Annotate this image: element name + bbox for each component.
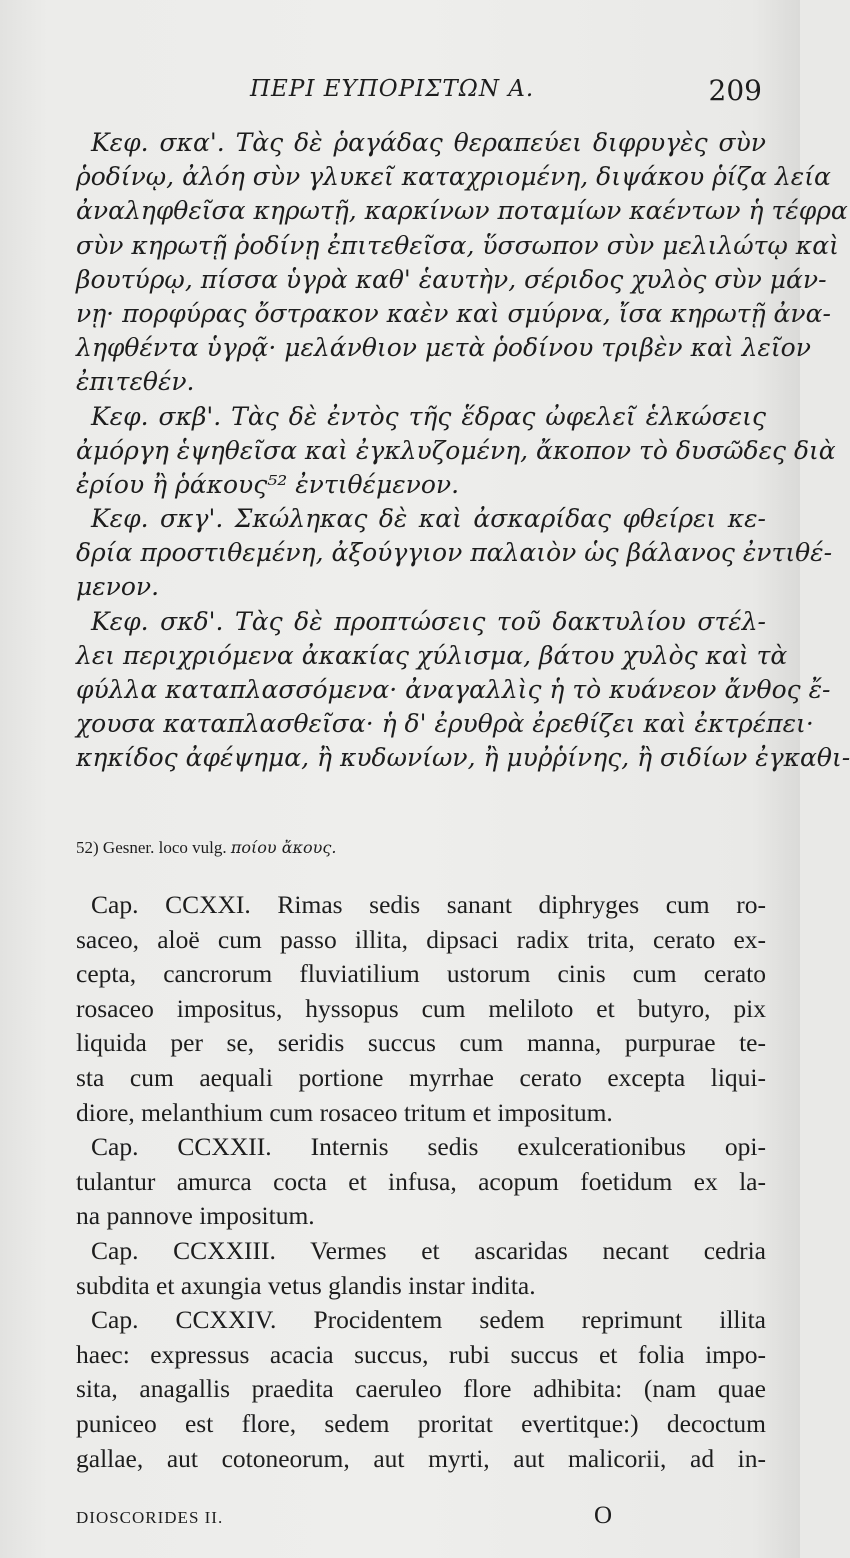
page-header <box>0 72 800 112</box>
latin-line: haec: expressus acacia succus, rubi succus et folia impo- <box>76 1339 766 1369</box>
greek-line: Κεφ. σκβ'. Τὰς δὲ ἐντὸς τῆς ἕδρας ὠφελεῖ ἑλκώσεις <box>91 401 766 431</box>
latin-line: saceo, aloë cum passo illita, dipsaci radix trita, cerato ex- <box>76 924 766 954</box>
greek-line: ἀμόργη ἑψηθεῖσα καὶ ἐγκλυζομένη, ἄκοπον τὸ δυσῶδες διὰ <box>76 435 836 465</box>
greek-line: σὺν κηρωτῇ ῥοδίνῃ ἐπιτεθεῖσα, ὕσσωπον σὺν μελιλώτῳ καὶ <box>76 230 839 260</box>
greek-line: νῃ· πορφύρας ὄστρακον καὲν καὶ σμύρνα, ἴσα κηρωτῇ ἀνα- <box>76 298 831 328</box>
latin-line: puniceo est flore, sedem proritat evertitque:) decoctum <box>76 1408 766 1438</box>
greek-line: χουσα καταπλασθεῖσα· ἡ δ' ἐρυθρὰ ἐρεθίζει καὶ ἐκτρέπει· <box>76 709 814 739</box>
latin-line: liquida per se, seridis succus cum manna, purpurae te- <box>76 1028 766 1058</box>
page-number: 209 <box>708 74 762 107</box>
latin-line: sita, anagallis praedita caeruleo flore adhibita: (nam quae <box>76 1374 766 1404</box>
greek-line: βουτύρῳ, πίσσα ὑγρὰ καθ' ἑαυτὴν, σέριδος χυλὸς σὺν μάν- <box>76 264 827 294</box>
latin-line: gallae, aut cotoneorum, aut myrti, aut malicorii, ad in- <box>76 1443 766 1473</box>
latin-line: subdita et axungia vetus glandis instar indita. <box>76 1270 536 1300</box>
greek-line: κηκίδος ἀφέψημα, ἢ κυδωνίων, ἢ μυῤῥίνης, ἢ σιδίων ἐγκαθι- <box>76 743 850 773</box>
latin-line: diore, melanthium cum rosaceo tritum et impositum. <box>76 1097 613 1127</box>
greek-line: ἀναληφθεῖσα κηρωτῇ, καρκίνων ποταμίων καέντων ἡ τέφρα <box>76 196 848 226</box>
latin-line: rosaceo impositus, hyssopus cum meliloto et butyro, pix <box>76 993 766 1023</box>
latin-line: tulantur amurca cocta et infusa, acopum foetidum ex la- <box>76 1166 766 1196</box>
footnote-greek: ποίου ἄκους. <box>230 838 337 857</box>
signature-line: DIOSCORIDES II. <box>76 1508 224 1527</box>
greek-line: Κεφ. σκδ'. Τὰς δὲ προπτώσεις τοῦ δακτυλίου στέλ- <box>91 606 766 636</box>
greek-line: δρία προστιθεμένη, ἀξούγγιον παλαιὸν ὡς βάλανος ἐντιθέ- <box>76 538 833 568</box>
latin-line: Cap. CCXXIV. Procidentem sedem reprimunt illita <box>91 1305 766 1335</box>
footnote <box>76 838 766 858</box>
greek-line: ἐπιτεθέν. <box>76 367 195 397</box>
greek-line: λει περιχριόμενα ἀκακίας χύλισμα, βάτου χυλὸς καὶ τὰ <box>76 640 788 670</box>
greek-line: ληφθέντα ὑγρᾷ· μελάνθιον μετὰ ῥοδίνου τριβὲν καὶ λεῖον <box>76 333 811 363</box>
latin-line: sta cum aequali portione myrrhae cerato excepta liqui- <box>76 1062 766 1092</box>
greek-line: φύλλα καταπλασσόμενα· ἀναγαλλὶς ἡ τὸ κυάνεον ἄνθος ἔ- <box>76 675 831 704</box>
running-title: ΠΕΡΙ ΕΥΠΟΡΙΣΤΩΝ Α. <box>250 76 535 102</box>
greek-line: ῥοδίνῳ, ἀλόη σὺν γλυκεῖ καταχριομένη, διψάκου ῥίζα λεία <box>76 162 831 192</box>
latin-line: Cap. CCXXII. Internis sedis exulcerationibus opi- <box>91 1132 766 1162</box>
latin-line: cepta, cancrorum fluviatilium ustorum cinis cum cerato <box>76 959 766 989</box>
signature-mark: O <box>594 1502 613 1529</box>
footnote-text: 52) Gesner. loco vulg. <box>76 838 227 857</box>
greek-line: Κεφ. σκα'. Τὰς δὲ ῥαγάδας θεραπεύει διφρυγὲς σὺν <box>91 128 766 157</box>
greek-text-block <box>76 126 850 776</box>
latin-line: Cap. CCXXI. Rimas sedis sanant diphryges cum ro- <box>91 890 766 919</box>
page-footer <box>76 1502 766 1536</box>
greek-line: ἐρίου ἢ ῥάκους⁵² ἐντιθέμενον. <box>76 469 460 499</box>
greek-line: Κεφ. σκγ'. Σκώληκας δὲ καὶ ἀσκαρίδας φθείρει κε- <box>91 504 766 534</box>
latin-line: Cap. CCXXIII. Vermes et ascaridas necant cedria <box>91 1235 766 1265</box>
greek-line: μενον. <box>76 572 160 602</box>
latin-line: na pannove impositum. <box>76 1201 315 1231</box>
latin-text-block <box>76 888 766 1476</box>
